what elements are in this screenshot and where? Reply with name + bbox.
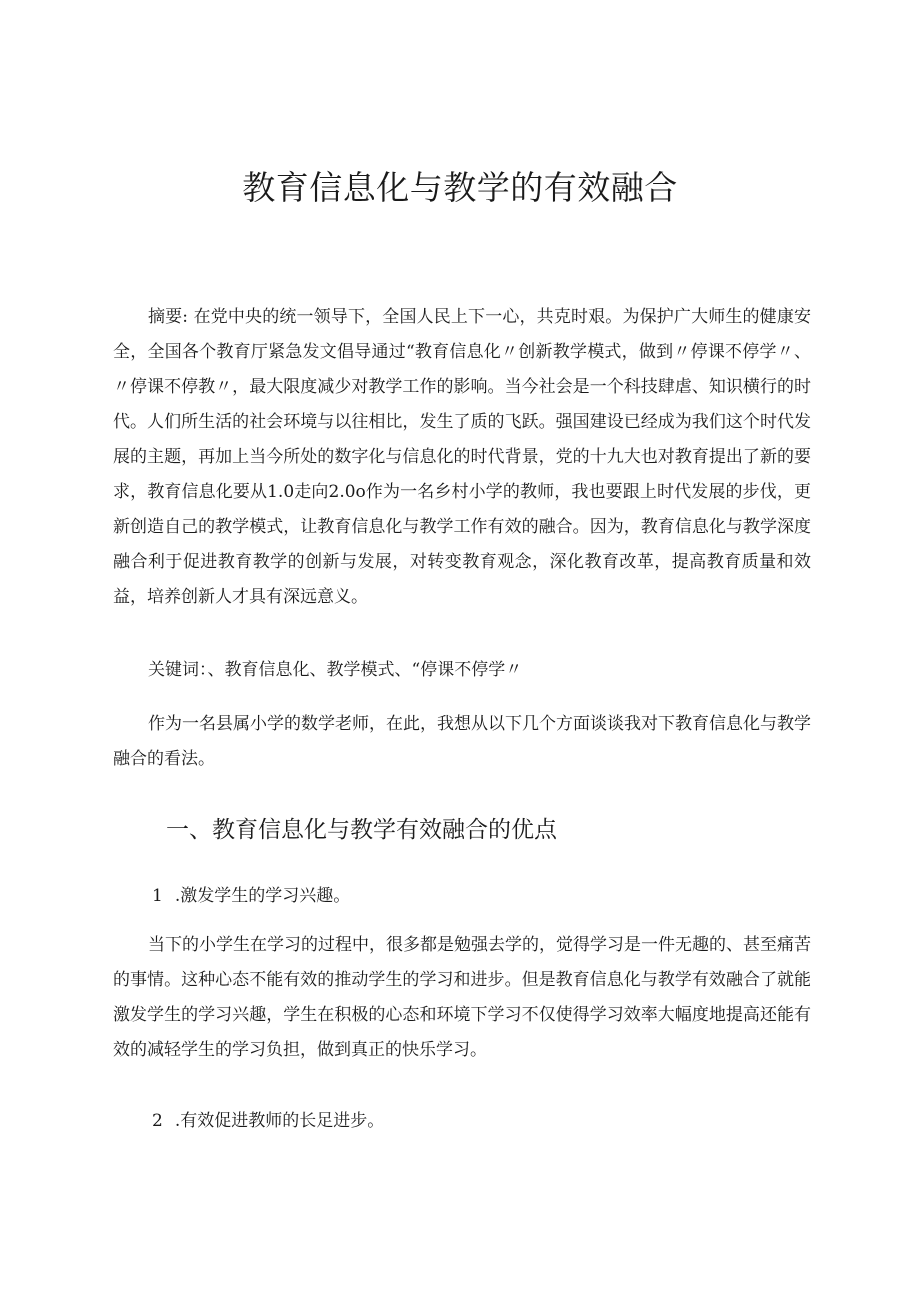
- subheading-1-number: 1: [152, 886, 163, 906]
- item-1-paragraph: 当下的小学生在学习的过程中，很多都是勉强去学的，觉得学习是一件无趣的、甚至痛苦的事情。这种心态不能有效的推动学生的学习和进步。但是教育信息化与教学有效融合了就能激发学生的学习兴趣，学生在积极的心态和环境下学习不仅使得学习效率大幅度地提高还能有效的减轻学生的学习负担，做到真正的快乐学习。: [113, 935, 811, 1060]
- subheading-2-text: .有效促进教师的长足进步。: [174, 1111, 385, 1131]
- subheading-2-number: 2: [152, 1111, 163, 1131]
- subheading-2: [152, 1106, 384, 1136]
- subheading-1-text: .激发学生的学习兴趣。: [174, 886, 351, 906]
- keywords-paragraph: 关键词：、教育信息化、教学模式、“停课不停学〃: [148, 660, 523, 680]
- section-heading: 一、教育信息化与教学有效融合的优点: [166, 817, 557, 843]
- subheading-1: [152, 881, 350, 911]
- abstract-paragraph: 摘要: 在党中央的统一领导下，全国人民上下一心，共克时艰。为保护广大师生的健康安全，全国各个教育厅紧急发文倡导通过“教育信息化〃创新教学模式，做到〃停课不停学〃、〃停课不停教〃，最大限度减少对教学工作的影响。当今社会是一个科技肆虐、知识横行的时代。人们所生活的社会环境与以往相比，发生了质的飞跃。强国建设已经成为我们这个时代发展的主题，再加上当今所处的数字化与信息化的时代背景，党的十九大也对教育提出了新的要求，教育信息化要从1.0走向2.0o作为一名乡村小学的教师，我也要跟上时代发展的步伐，更新创造自己的教学模式，让教育信息化与教学工作有效的融合。因为，教育信息化与教学深度融合利于促进教育教学的创新与发展，对转变教育观念，深化教育改革，提高教育质量和效益，培养创新人才具有深远意义。: [113, 307, 811, 607]
- intro-paragraph: 作为一名县属小学的数学老师，在此，我想从以下几个方面谈谈我对下教育信息化与教学融合的看法。: [113, 714, 811, 769]
- document-title: 教育信息化与教学的有效融合: [242, 168, 678, 207]
